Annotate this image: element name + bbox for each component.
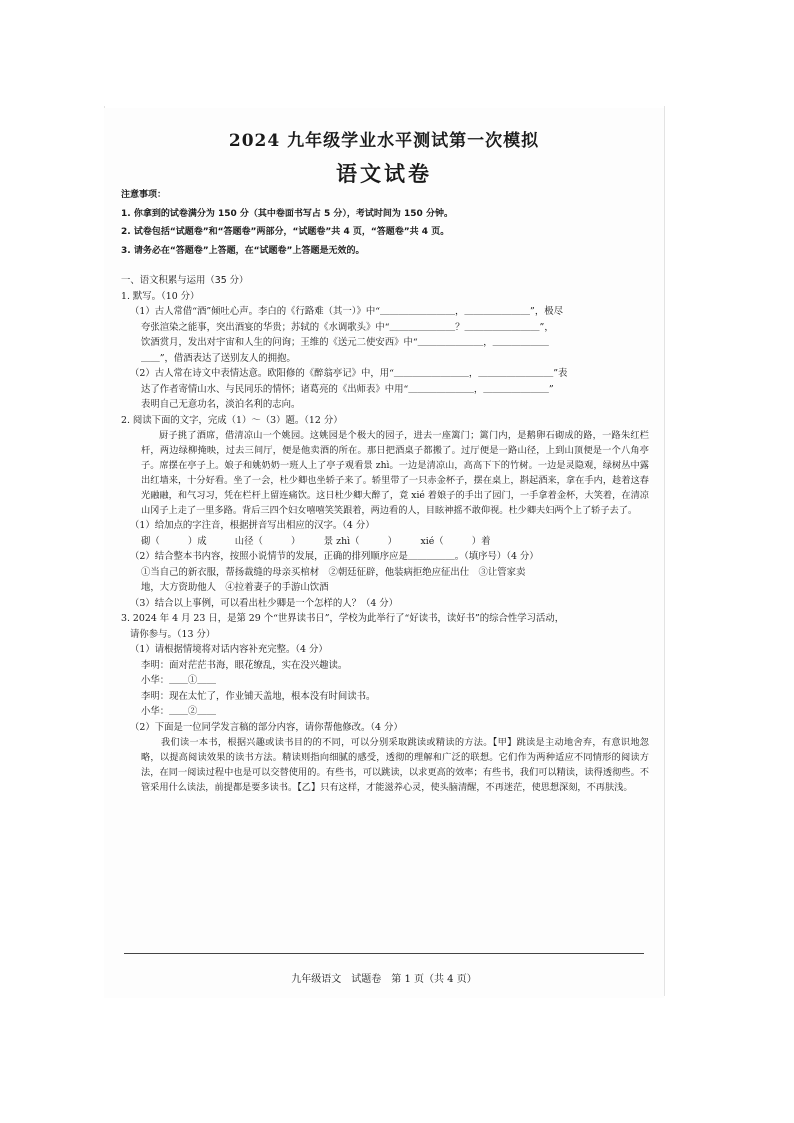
page-edge-right <box>664 106 665 996</box>
exam-subtitle: 语文试卷 <box>336 161 432 186</box>
question-2-sub: （1）给加点的字注音，根据拼音写出相应的汉字。（4 分） <box>130 520 375 531</box>
page-footer: 九年级语文 试题卷 第 1 页（共 4 页） <box>291 974 477 985</box>
notice-block <box>121 186 649 260</box>
footer-rule <box>124 953 644 954</box>
question-2-stem: 2. 阅读下面的文字，完成（1）～（3）题。（12 分） <box>121 414 343 426</box>
question-3-sub: （1）请根据情境将对话内容补充完整。（4 分） <box>130 644 328 655</box>
notice-item: 1. 你拿到的试卷满分为 150 分（其中卷面书写占 5 分），考试时间为 150 分钟。 <box>121 208 453 219</box>
question-2-answer-slots: 砌（ ）成 山径（ ） 景 zhì（ ） xié（ ）着 <box>141 535 491 547</box>
question-3-stem: 3. 2024 年 4 月 23 日，是第 29 个“世界读书日”，学校为此举行了“好读书，读好书”的综合性学习活动， <box>121 613 565 624</box>
question-2-sub: （2）结合整本书内容，按照小说情节的发展，正确的排列顺序应是＿＿＿＿＿。（填序号）（4 分） <box>130 551 539 562</box>
question-1-stem: 1. 默写。（10 分） <box>121 290 200 302</box>
question-1-line: 达了作者寄情山水、与民同乐的情怀；诸葛亮的《出师表》中用“＿＿＿＿＿＿＿，＿＿＿＿＿＿＿” <box>141 383 554 395</box>
question-2-options: 地，大方资助他人 ④拉着妻子的手游山饮酒 <box>141 582 329 593</box>
question-2-options: ①当自己的新衣服，帮扬裁缝的母亲买棺材 ②朝廷征辟，他装病拒绝应征出仕 ③让管家卖 <box>141 566 526 578</box>
dialogue-line: 小华：＿＿②＿＿ <box>141 706 217 717</box>
question-3-stem: 请你参与。（13 分） <box>130 628 216 640</box>
notice-item: 2. 试卷包括“试题卷”和“答题卷”两部分，“试题卷”共 4 页，“答题卷”共 4 页。 <box>121 227 450 237</box>
question-1-line: （2）古人常在诗文中表情达意。欧阳修的《醉翁亭记》中，用“＿＿＿＿＿＿＿＿，＿＿＿＿＿＿＿＿”表 <box>130 368 568 379</box>
question-1-line: 夸张渲染之能事，突出酒宴的华贵；苏轼的《水调歌头》中“＿＿＿＿＿＿＿？＿＿＿＿＿＿＿＿”， <box>141 321 554 333</box>
exam-body <box>121 186 649 795</box>
question-1-line: ＿＿”，借酒表达了送别友人的拥抱。 <box>141 352 296 364</box>
reading-passage: 厨子挑了酒席，借清凉山一个姚园。这姚园是个极大的园子，进去一座篱门；篱门内，是鹅卵石砌成的路，一路朱红栏杆，两边绿柳掩映，过去三间厅，便是他卖酒的所在。那日把酒桌子都搬了。过厅便是一路山径，上到山顶便是一个八角亭子。席摆在亭子上。娘子和姚奶奶一班人上了亭子观看景 zhì。一边是清凉山，高高下下的竹树。一边是灵隐观，绿树丛中露出红墙来，十分好看。坐了一会，杜少卿也坐轿子来了。轿里带了一只赤金杯子，摆在桌上，斟起酒来，拿在手内，趁着这春光融融，和气习习，凭在栏杆上留连痛饮。这日杜少卿大醉了，竟 xié 着娘子的手出了园门，一手拿着金杯，大笑着，在清凉山冈子上走了一里多路。背后三四个妇女嘻嘻笑笑跟着，两边看的人，目眩神摇不敢仰视。杜少卿夫妇两个上了轿子去了。 <box>141 430 649 516</box>
dialogue-line: 李明：面对茫茫书海，眼花缭乱，实在没兴趣读。 <box>141 659 348 671</box>
question-1-line: （1）古人常借“酒”倾吐心声。李白的《行路难（其一）》中“＿＿＿＿＿＿＿＿，＿＿＿＿＿＿＿”，极尽 <box>130 306 563 317</box>
speech-draft-passage: 我们读一本书，根据兴趣或读书目的的不同，可以分别采取跳读或精读的方法。【甲】跳读是主动地舍弃，有意识地忽略，以提高阅读效果的读书方法。精读则指向细腻的感受，透彻的理解和广泛的联想。它们作为两种适应不同情形的阅读方法，在同一阅读过程中也是可以交替使用的。有些书，可以跳读，以求更高的效率；有些书，我们可以精读，读得透彻些。不管采用什么读法，前提都是要多读书。【乙】只有这样，才能滋养心灵，使头脑清醒，不再迷茫，使思想深刻，不再肤浅。 <box>141 737 649 793</box>
question-3-sub: （2）下面是一位同学发言稿的部分内容，请你帮他修改。（4 分） <box>130 721 403 733</box>
exam-title: 2024 九年级学业水平测试第一次模拟 <box>228 131 540 151</box>
question-1-line: 饮酒赏月，发出对宇宙和人生的问询；王维的《送元二使安西》中“＿＿＿＿＿＿＿，＿＿＿＿＿＿ <box>141 337 549 348</box>
question-2-sub: （3）结合以上事例，可以看出杜少卿是一个怎样的人？（4 分） <box>130 597 399 609</box>
dialogue-line: 小华：＿＿①＿＿ <box>141 675 217 686</box>
section-heading: 一、语文积累与运用（35 分） <box>121 275 249 286</box>
question-1-line: 表明自己无意功名，淡泊名利的志向。 <box>141 399 301 410</box>
notice-item: 3. 请务必在“答题卷”上答题，在“试题卷”上答题是无效的。 <box>121 245 365 256</box>
dialogue-line: 李明：现在太忙了，作业铺天盖地，根本没有时间读书。 <box>141 690 376 702</box>
notice-heading: 注意事项： <box>121 190 167 200</box>
exam-page <box>104 108 664 998</box>
